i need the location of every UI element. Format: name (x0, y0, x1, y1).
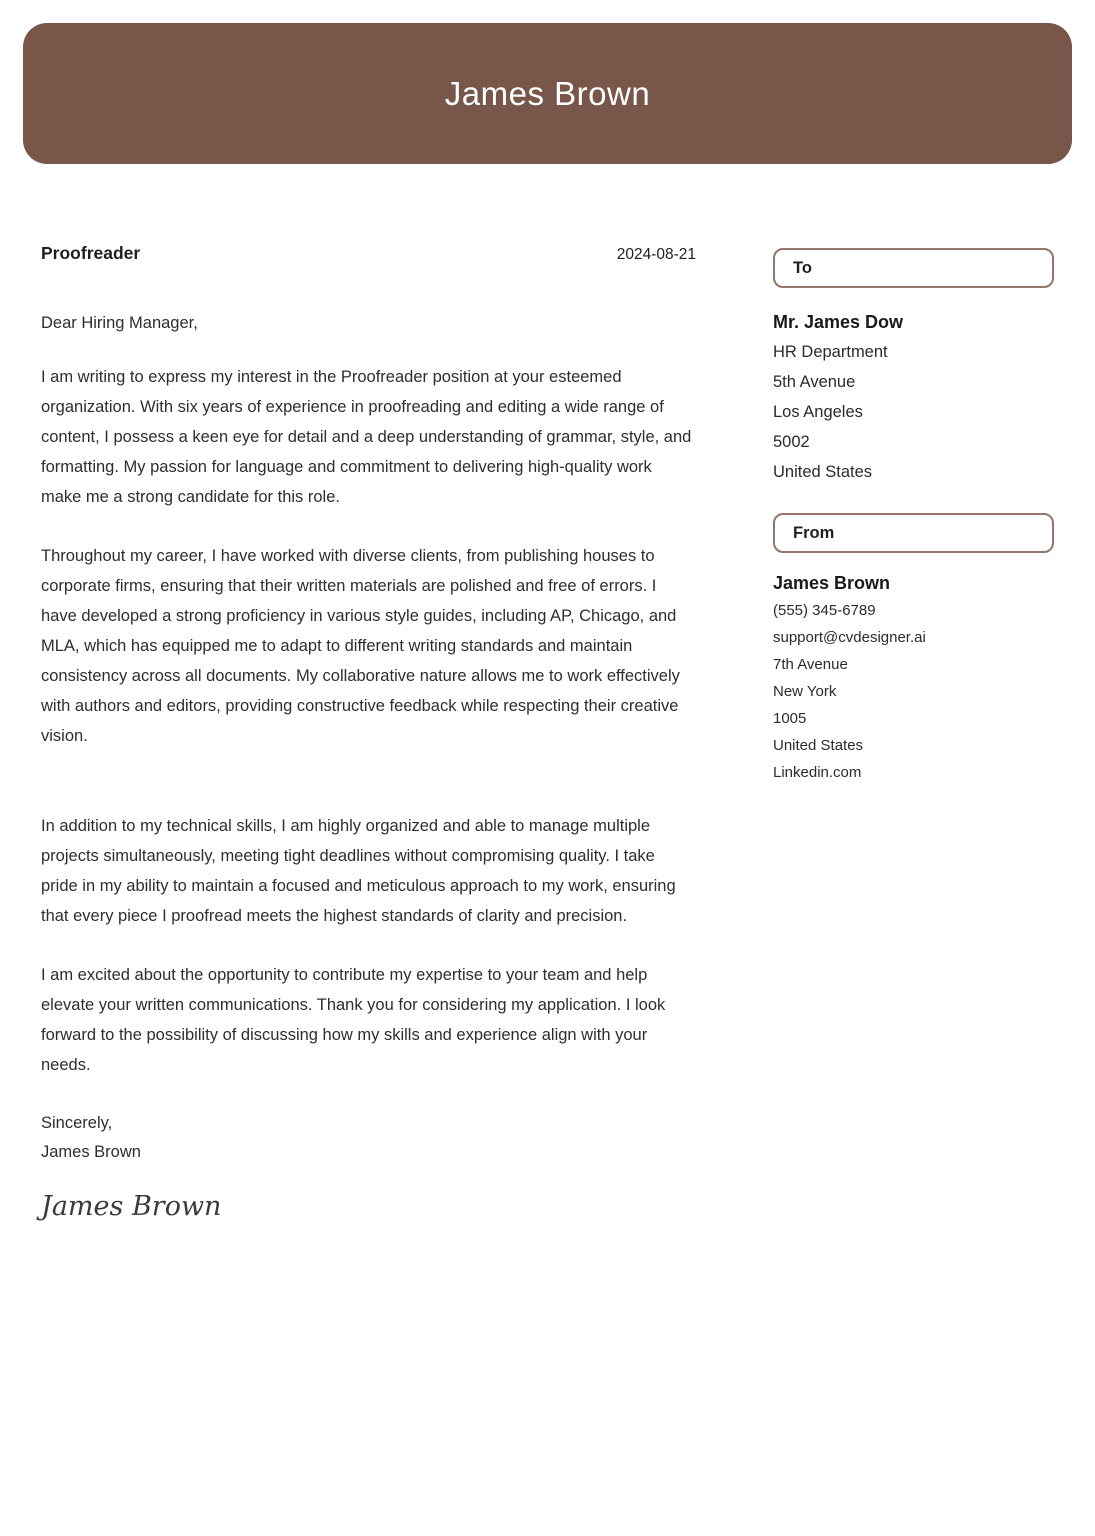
from-box-wrap (773, 513, 1054, 553)
recipient-line: 5th Avenue (773, 373, 856, 391)
sender-line: United States (773, 737, 864, 754)
closing-block (41, 1109, 696, 1167)
to-box-label: To (793, 258, 812, 277)
from-box (773, 513, 1054, 553)
job-title: Proofreader (41, 243, 141, 263)
title-row (41, 243, 696, 264)
from-box-label: From (793, 523, 835, 542)
page-title: James Brown (444, 74, 651, 112)
to-box (773, 248, 1054, 288)
closing-name: James Brown (41, 1143, 141, 1161)
sender-name: James Brown (773, 573, 891, 593)
sender-line: New York (773, 683, 837, 700)
paragraph-3: In addition to my technical skills, I am highly organized and able to manage multiple projects simultaneously, meeting tight deadlines without compromising quality. I take pride in my ability to maintain a focused and meticulous approach to my work, ensuring that every piece I proofread meets the highest standards of clarity and precision. (41, 817, 676, 925)
recipient-line: 5002 (773, 433, 810, 451)
sender-line: 7th Avenue (773, 656, 848, 673)
paragraph-2: Throughout my career, I have worked with diverse clients, from publishing houses to corporate firms, ensuring that their written materials are polished and free of errors. I have developed a strong proficiency in various style guides, including AP, Chicago, and MLA, which has equipped me to adapt to different writing standards and maintain consistency across all documents. My collaborative nature allows me to work effectively with authors and editors, providing constructive feedback while respecting their creative vision. (41, 547, 680, 745)
recipient-line: United States (773, 463, 873, 481)
sender-line: 1005 (773, 710, 807, 727)
address-sidebar (773, 248, 1054, 786)
paragraph-4: I am excited about the opportunity to contribute my expertise to your team and help elevate your written communications. Thank you for considering my application. I look forward to the possibility of discussing how my skills and experience align with your needs. (41, 966, 666, 1074)
header-banner (23, 23, 1072, 164)
letter-body (41, 243, 696, 1222)
sender-details (773, 570, 1054, 786)
recipient-name: Mr. James Dow (773, 312, 904, 332)
recipient-details (773, 307, 1054, 487)
greeting: Dear Hiring Manager, (41, 314, 198, 332)
paragraph-1: I am writing to express my interest in the Proofreader position at your esteemed organization. With six years of experience in proofreading and editing a wide range of content, I possess a keen eye for detail and a deep understanding of grammar, style, and formatting. My passion for language and commitment to delivering high-quality work make me a strong candidate for this role. (41, 368, 692, 506)
sender-phone: (555) 345-6789 (773, 602, 876, 619)
sender-email: support@cvdesigner.ai (773, 629, 926, 646)
signature: James Brown (41, 1191, 222, 1222)
recipient-line: Los Angeles (773, 403, 863, 421)
letter-date: 2024-08-21 (616, 246, 696, 263)
sender-linkedin: Linkedin.com (773, 764, 862, 781)
recipient-line: HR Department (773, 343, 888, 361)
closing-salutation: Sincerely, (41, 1114, 113, 1132)
